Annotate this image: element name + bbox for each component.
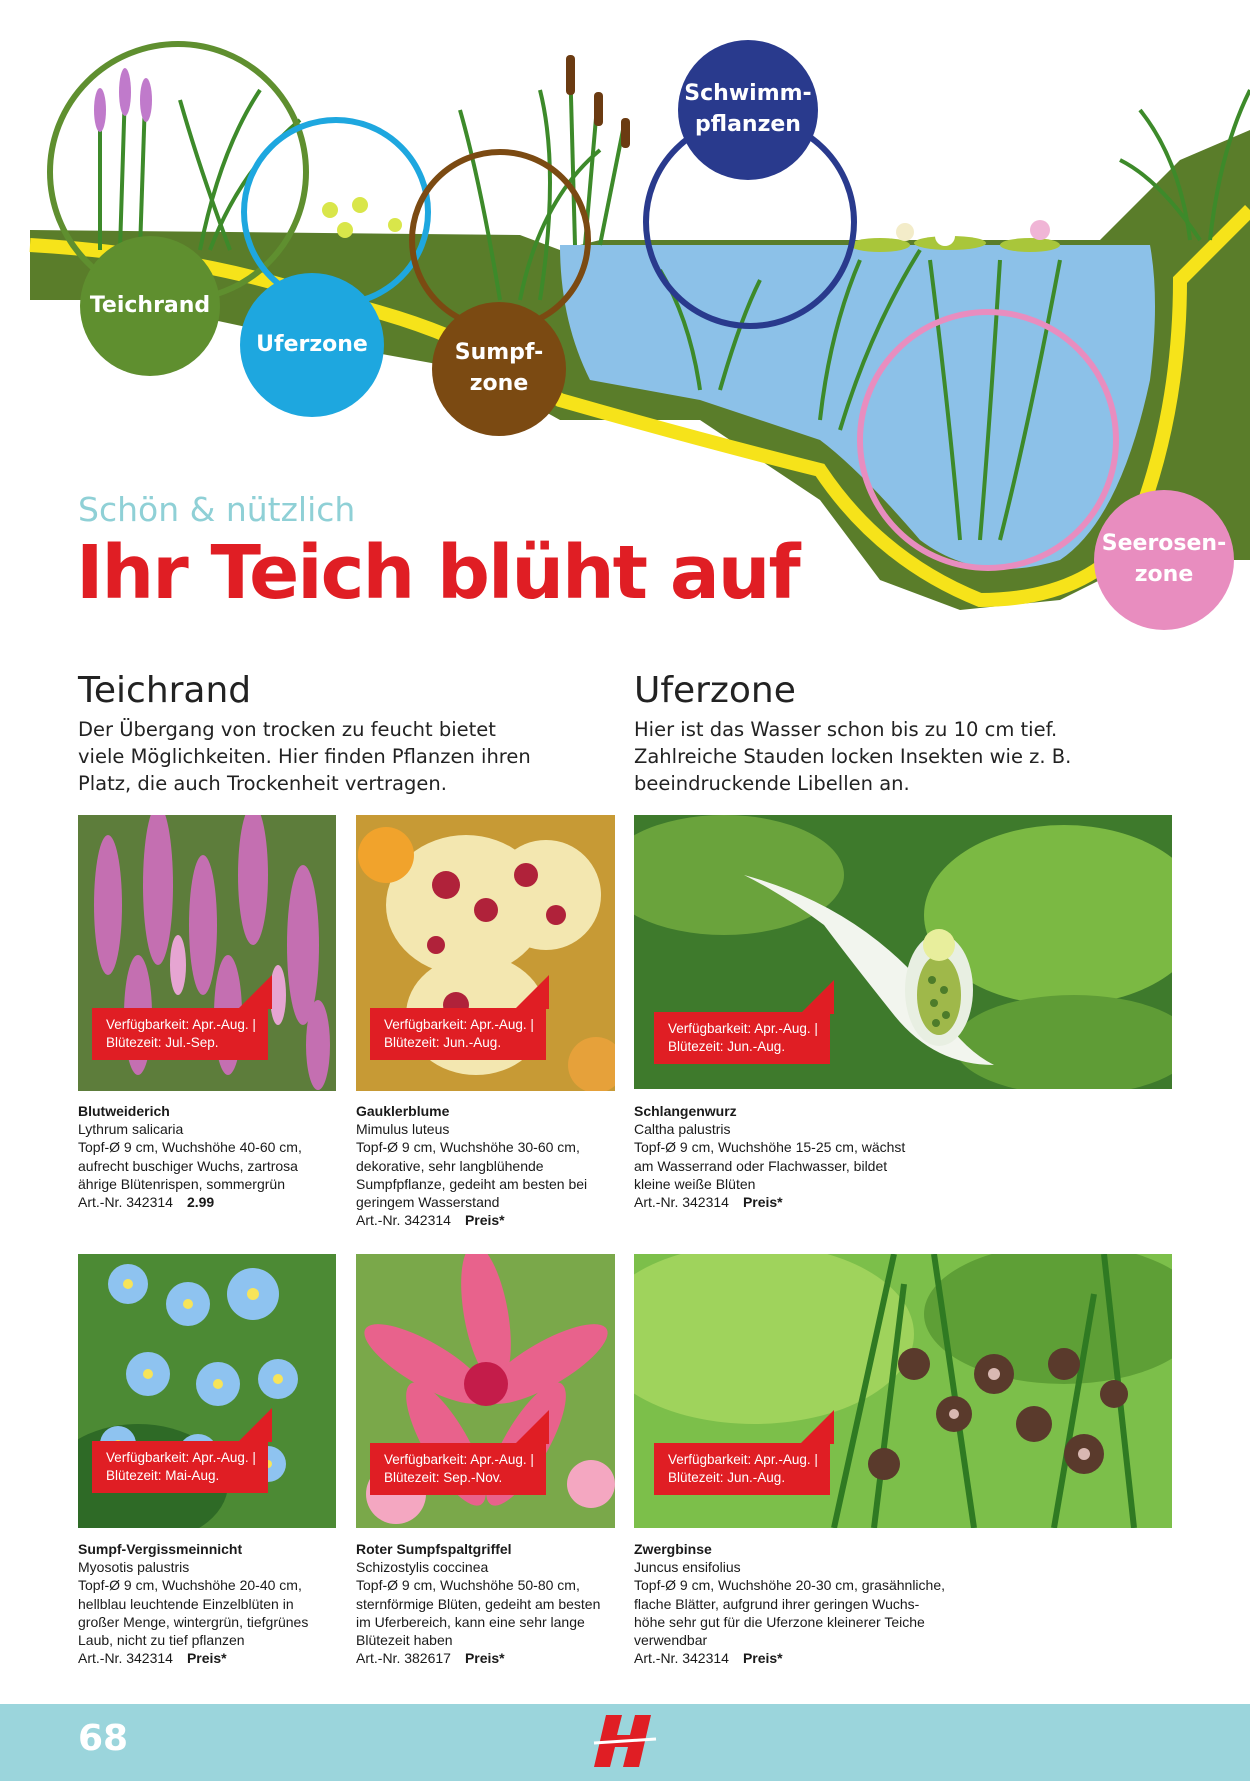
- brand-logo: [592, 1713, 658, 1769]
- page-headline: Ihr Teich blüht auf: [76, 530, 799, 616]
- article-number: Art.-Nr. 342314: [78, 1194, 173, 1211]
- zone-label-uferzone: Uferzone: [256, 331, 368, 357]
- product-card-blutweiderich: Blutweiderich Lythrum salicaria Topf-Ø 9 cm, Wuchshöhe 40-60 cm, aufrecht buschiger Wuchs, zartrosa ährige Blütenrispen, sommergrün Art.-Nr. 342314 2.99: [78, 1103, 302, 1211]
- price: Preis*: [186, 1650, 227, 1667]
- price: Preis*: [742, 1194, 783, 1211]
- zone-badge-uferzone: [240, 273, 384, 417]
- price: Preis*: [742, 1650, 783, 1667]
- hornbach-h-logo-icon: [592, 1713, 658, 1769]
- availability-badge: Verfügbarkeit: Apr.-Aug. | Blütezeit: Sep.-Nov.: [370, 1443, 546, 1495]
- section-text-teichrand: Der Übergang von trocken zu feucht bietet viele Möglichkeiten. Hier finden Pflanzen ihren Platz, die auch Trockenheit vertragen.: [78, 718, 531, 795]
- product-name: Blutweiderich: [78, 1103, 170, 1119]
- zone-label-schwimmpflanzen: Schwimm- pflanzen: [684, 81, 812, 137]
- article-number: Art.-Nr. 342314: [78, 1650, 173, 1667]
- article-number: Art.-Nr. 342314: [634, 1194, 729, 1211]
- section-text-uferzone: Hier ist das Wasser schon bis zu 10 cm tief. Zahlreiche Stauden locken Insekten wie z. B. beeindruckende Libellen an.: [634, 718, 1072, 795]
- article-number: Art.-Nr. 382617: [356, 1650, 451, 1667]
- product-name: Zwergbinse: [634, 1541, 712, 1557]
- zone-label-teichrand: Teichrand: [89, 292, 211, 318]
- product-name: Sumpf-Vergissmeinnicht: [78, 1541, 243, 1557]
- product-card-zwergbinse: Zwergbinse Juncus ensifolius Topf-Ø 9 cm, Wuchshöhe 20-30 cm, grasähnliche, flache Blätter, aufgrund ihrer geringen Wuchs- höhe sehr gut für die Uferzone kleinerer Teiche verwendbar Art.-Nr. 342314 Preis*: [634, 1541, 946, 1667]
- product-card-roter-sumpfspaltgriffel: Roter Sumpfspaltgriffel Schizostylis coccinea Topf-Ø 9 cm, Wuchshöhe 50-80 cm, sternförmige Blüten, gedeiht am besten im Uferbereich, kann eine sehr lange Blütezeit haben Art.-Nr. 382617 Preis*: [356, 1541, 601, 1667]
- availability-badge: Verfügbarkeit: Apr.-Aug. | Blütezeit: Jul.-Sep.: [92, 1008, 268, 1060]
- zone-label-seerosenzone: Seerosen- zone: [1101, 531, 1227, 587]
- price: Preis*: [464, 1212, 505, 1229]
- page-number: 68: [78, 1718, 129, 1759]
- article-number: Art.-Nr. 342314: [634, 1650, 729, 1667]
- zone-badge-sumpfzone: [432, 302, 566, 436]
- product-name: Roter Sumpfspaltgriffel: [356, 1541, 512, 1557]
- product-latin: Myosotis palustris: [78, 1559, 190, 1576]
- availability-badge: Verfügbarkeit: Apr.-Aug. | Blütezeit: Jun.-Aug.: [370, 1008, 546, 1060]
- availability-badge: Verfügbarkeit: Apr.-Aug. | Blütezeit: Jun.-Aug.: [654, 1443, 830, 1495]
- product-card-gauklerblume: Gauklerblume Mimulus luteus Topf-Ø 9 cm, Wuchshöhe 30-60 cm, dekorative, sehr langblühende Sumpfpflanze, gedeiht am besten bei geringem Wasserstand Art.-Nr. 342314 Preis*: [356, 1103, 588, 1229]
- product-name: Schlangenwurz: [634, 1103, 737, 1119]
- product-latin: Mimulus luteus: [356, 1121, 450, 1138]
- product-name: Gauklerblume: [356, 1103, 450, 1119]
- product-card-sumpf-vergissmeinnicht: Sumpf-Vergissmeinnicht Myosotis palustris Topf-Ø 9 cm, Wuchshöhe 20-40 cm, hellblau leuchtende Einzelblüten in großer Menge, wintergrün, tiefgrünes Laub, nicht zu tief pflanzen Art.-Nr. 342314 Preis*: [78, 1541, 309, 1667]
- zone-badge-schwimmpflanzen: [678, 40, 818, 180]
- section-title-teichrand: Teichrand: [78, 670, 252, 711]
- availability-badge: Verfügbarkeit: Apr.-Aug. | Blütezeit: Mai-Aug.: [92, 1441, 268, 1493]
- price: Preis*: [464, 1650, 505, 1667]
- product-latin: Caltha palustris: [634, 1121, 731, 1138]
- zone-badge-teichrand: [80, 236, 220, 376]
- price: 2.99: [186, 1194, 215, 1211]
- availability-badge: Verfügbarkeit: Apr.-Aug. | Blütezeit: Jun.-Aug.: [654, 1012, 830, 1064]
- product-card-schlangenwurz: Schlangenwurz Caltha palustris Topf-Ø 9 cm, Wuchshöhe 15-25 cm, wächst am Wasserrand oder Flachwasser, bildet kleine weiße Blüten Art.-Nr. 342314 Preis*: [634, 1103, 906, 1211]
- eyebrow-text: Schön & nützlich: [78, 490, 356, 529]
- zone-badge-seerosenzone: [1094, 490, 1234, 630]
- product-latin: Lythrum salicaria: [78, 1121, 184, 1138]
- product-latin: Juncus ensifolius: [634, 1559, 741, 1576]
- zone-label-sumpfzone: Sumpf- zone: [454, 340, 544, 396]
- product-latin: Schizostylis coccinea: [356, 1559, 489, 1576]
- article-number: Art.-Nr. 342314: [356, 1212, 451, 1229]
- section-title-uferzone: Uferzone: [634, 670, 796, 711]
